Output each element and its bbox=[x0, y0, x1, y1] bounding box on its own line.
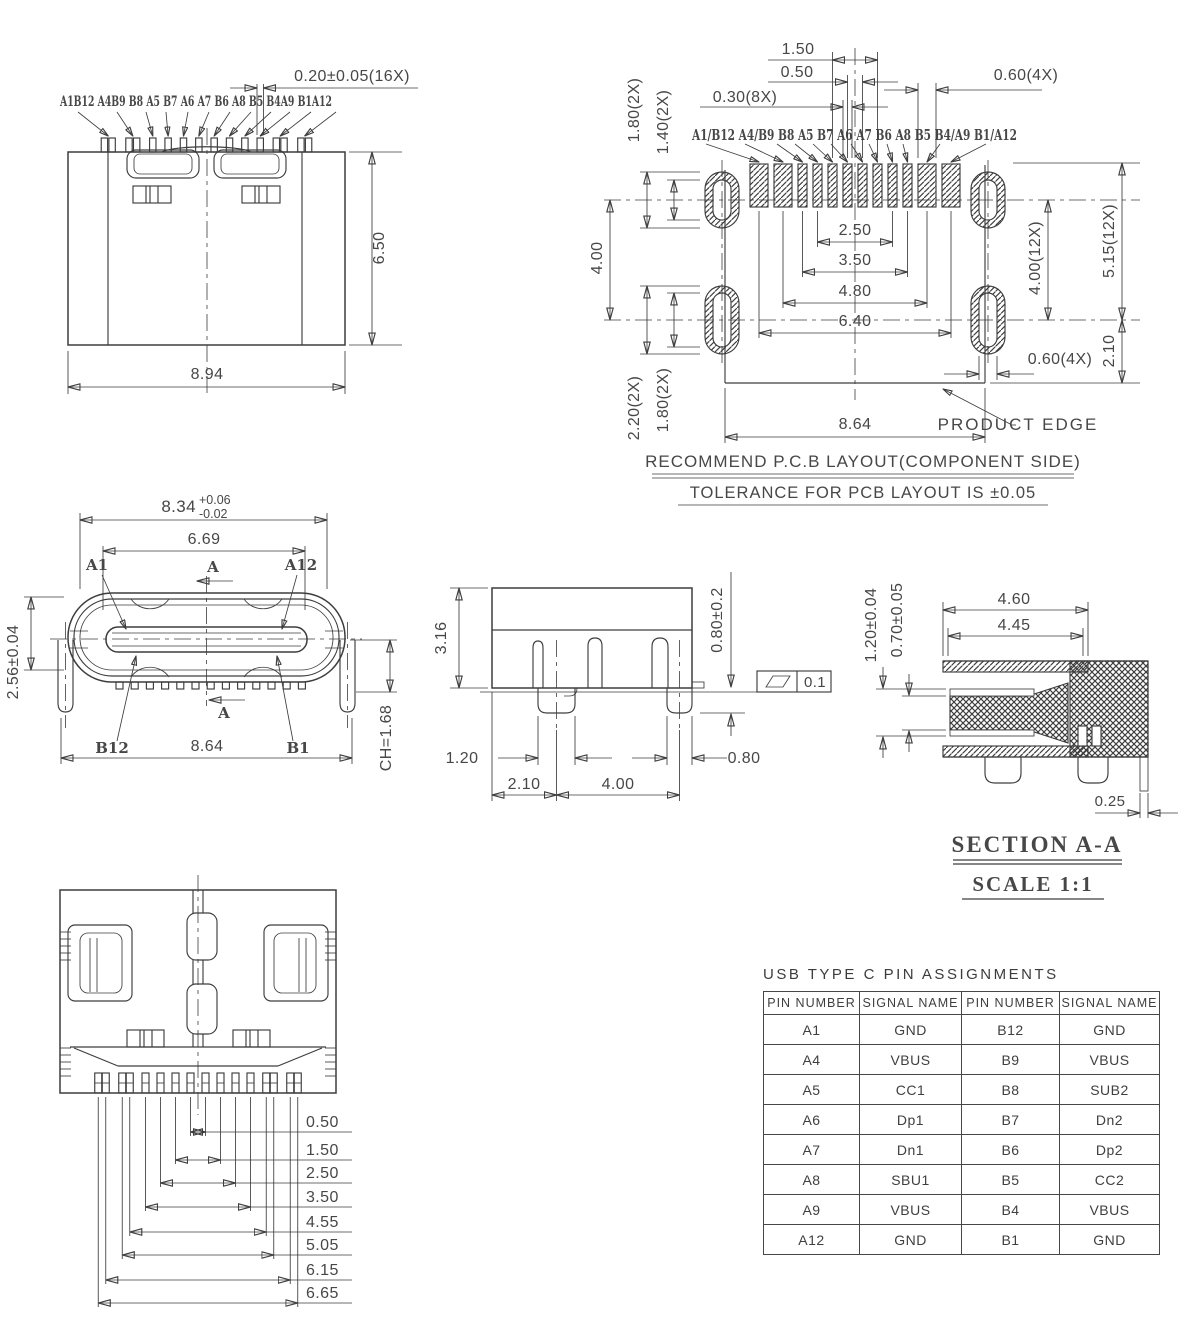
shield-tick bbox=[283, 682, 290, 689]
solder-pad bbox=[828, 164, 837, 207]
pad-leader bbox=[903, 144, 908, 162]
table-row: A9 VBUS B4 VBUS bbox=[764, 1195, 1160, 1225]
label-b1: B1 bbox=[286, 739, 310, 757]
top-view bbox=[59, 68, 418, 395]
pad-leader bbox=[831, 144, 848, 162]
svg-text:8.94: 8.94 bbox=[190, 366, 224, 383]
svg-text:5.05: 5.05 bbox=[306, 1237, 339, 1254]
pcb-layout-view bbox=[589, 41, 1140, 505]
pad-leader bbox=[851, 144, 863, 162]
contact-pin bbox=[305, 138, 311, 152]
svg-text:0.80: 0.80 bbox=[727, 750, 761, 767]
pcb-pin-labels: A1/B12 A4/B9 B8 A5 B7 A6 A7 B6 A8 B5 B4/A9 B1/A12 bbox=[691, 127, 1017, 144]
dim-body-height bbox=[349, 152, 402, 345]
dim-hole-bottom bbox=[626, 286, 700, 440]
section-leg-left bbox=[985, 757, 1021, 783]
svg-text:0.70±0.05: 0.70±0.05 bbox=[889, 582, 906, 658]
svg-text:2.50: 2.50 bbox=[838, 222, 872, 239]
dim-pad-width bbox=[700, 89, 888, 158]
pin-leader bbox=[146, 112, 153, 136]
svg-text:3.50: 3.50 bbox=[306, 1189, 339, 1206]
svg-text:0.25: 0.25 bbox=[1094, 793, 1126, 810]
svg-text:2.20(2X): 2.20(2X) bbox=[626, 375, 643, 441]
dim-tongue-thickness bbox=[863, 583, 946, 758]
label-b12: B12 bbox=[95, 739, 129, 757]
solder-pad bbox=[774, 164, 792, 207]
svg-text:4.00(12X): 4.00(12X) bbox=[1027, 221, 1044, 295]
solder-pad bbox=[903, 164, 912, 207]
solder-pad bbox=[942, 164, 960, 207]
shield-tick bbox=[207, 682, 214, 689]
contact-bottom bbox=[950, 730, 1034, 736]
dim-hole-top bbox=[626, 78, 700, 228]
svg-text:8.64: 8.64 bbox=[190, 738, 224, 755]
dim-wide-pad-width bbox=[884, 67, 1058, 158]
section-scale: SCALE 1:1 bbox=[972, 872, 1094, 896]
shield-tick bbox=[268, 682, 275, 689]
shield-tick bbox=[222, 682, 229, 689]
dim-depths bbox=[943, 591, 1088, 656]
table-row: A5 CC1 B8 SUB2 bbox=[764, 1075, 1160, 1105]
svg-text:0.20±0.05(16X): 0.20±0.05(16X) bbox=[294, 68, 410, 85]
table-row: A8 SBU1 B5 CC2 bbox=[764, 1165, 1160, 1195]
contact-pin bbox=[298, 138, 304, 152]
svg-text:1.20: 1.20 bbox=[445, 750, 479, 767]
section-title: SECTION A-A bbox=[951, 832, 1123, 857]
pad-leader bbox=[887, 144, 893, 162]
solder-pad bbox=[873, 164, 882, 207]
dim-opening-width bbox=[103, 531, 305, 610]
shield-tick bbox=[192, 682, 199, 689]
svg-text:2.10: 2.10 bbox=[507, 776, 541, 793]
pin-table-title: USB TYPE C PIN ASSIGNMENTS bbox=[763, 966, 1059, 983]
shell-top-plate bbox=[943, 661, 1088, 672]
top-view-pin-labels: A1B12 A4B9 B8 A5 B7 A6 A7 B6 A8 B5 B4A9 B1A12 bbox=[59, 94, 333, 110]
pin-leader bbox=[230, 112, 251, 136]
pin-leader bbox=[245, 112, 271, 136]
table-row: A12 GND B1 GND bbox=[764, 1225, 1160, 1255]
svg-text:0.50: 0.50 bbox=[306, 1114, 339, 1131]
product-edge-callout bbox=[938, 389, 1099, 434]
label-a-bottom: A bbox=[218, 704, 230, 722]
front-view bbox=[5, 493, 397, 771]
section-leg-right bbox=[1078, 757, 1108, 783]
svg-text:8.34: 8.34 bbox=[161, 497, 196, 516]
flatness-callout bbox=[757, 671, 831, 692]
pad-leader bbox=[927, 144, 940, 162]
pcb-tolerance-note: TOLERANCE FOR PCB LAYOUT IS ±0.05 bbox=[689, 484, 1037, 502]
solder-pad bbox=[888, 164, 897, 207]
solder-pad bbox=[843, 164, 852, 207]
svg-text:0.60(4X): 0.60(4X) bbox=[1027, 351, 1093, 368]
svg-text:4.00: 4.00 bbox=[589, 241, 606, 275]
solder-pad bbox=[798, 164, 807, 207]
dim-body-width bbox=[68, 351, 345, 394]
table-row: A1 GND B12 GND bbox=[764, 1015, 1160, 1045]
pin-leader bbox=[199, 112, 209, 136]
pin-table bbox=[763, 991, 1160, 1255]
solder-pad bbox=[858, 164, 867, 207]
table-row: A6 Dp1 B7 Dn2 bbox=[764, 1105, 1160, 1135]
svg-text:6.65: 6.65 bbox=[306, 1285, 339, 1302]
solder-pad bbox=[918, 164, 936, 207]
col-header: SIGNAL NAME bbox=[1060, 992, 1160, 1015]
dim-standoff bbox=[700, 572, 745, 736]
svg-text:4.45: 4.45 bbox=[997, 617, 1031, 634]
emc-pad-right bbox=[264, 925, 328, 1001]
pin-leader bbox=[166, 112, 168, 136]
svg-text:0.80±0.2: 0.80±0.2 bbox=[709, 587, 726, 653]
solder-pad bbox=[813, 164, 822, 207]
svg-text:1.50: 1.50 bbox=[781, 41, 815, 58]
svg-text:5.15(12X): 5.15(12X) bbox=[1101, 204, 1118, 278]
svg-text:6.40: 6.40 bbox=[838, 313, 872, 330]
shield-tick bbox=[131, 682, 138, 689]
pin-leader bbox=[305, 112, 336, 136]
pin-leader bbox=[260, 112, 290, 136]
shield-tick bbox=[238, 682, 245, 689]
col-header: PIN NUMBER bbox=[962, 992, 1060, 1015]
label-a-top: A bbox=[207, 558, 219, 576]
dim-side-height bbox=[433, 588, 488, 688]
svg-text:3.50: 3.50 bbox=[838, 252, 872, 269]
svg-text:8.64: 8.64 bbox=[838, 416, 872, 433]
shield-tick bbox=[298, 682, 305, 689]
solder-tail bbox=[692, 682, 704, 688]
svg-text:0.50: 0.50 bbox=[780, 64, 814, 81]
shield-tick bbox=[253, 682, 260, 689]
side-view bbox=[433, 572, 831, 801]
contact-pin bbox=[101, 138, 107, 152]
svg-text:0.60(4X): 0.60(4X) bbox=[993, 67, 1059, 84]
svg-text:6.50: 6.50 bbox=[371, 231, 388, 265]
contact-pin bbox=[211, 138, 217, 152]
svg-text:6.15: 6.15 bbox=[306, 1262, 339, 1279]
section-tail bbox=[1140, 757, 1148, 791]
svg-text:0.30(8X): 0.30(8X) bbox=[712, 89, 778, 106]
dim-pad-to-hole bbox=[1027, 163, 1122, 383]
col-header: SIGNAL NAME bbox=[860, 992, 962, 1015]
svg-text:1.50: 1.50 bbox=[306, 1142, 339, 1159]
label-a1: A1 bbox=[85, 556, 109, 574]
label-a12: A12 bbox=[284, 556, 318, 574]
svg-text:1.80(2X): 1.80(2X) bbox=[626, 77, 643, 143]
dim-hole-span bbox=[589, 200, 610, 320]
pad-leader bbox=[951, 144, 986, 162]
bottom-view bbox=[60, 875, 352, 1307]
dim-leg-pitch bbox=[492, 692, 680, 801]
svg-text:1.80(2X): 1.80(2X) bbox=[655, 367, 672, 433]
solder-pad bbox=[750, 164, 768, 207]
svg-text:2.10: 2.10 bbox=[1101, 334, 1118, 368]
contact-pin bbox=[281, 138, 287, 152]
pin-leader bbox=[214, 112, 230, 136]
svg-text:4.80: 4.80 bbox=[838, 283, 872, 300]
pad-leader bbox=[813, 144, 833, 162]
col-header: PIN NUMBER bbox=[764, 992, 860, 1015]
shield-tick bbox=[116, 682, 123, 689]
pcb-pad-leaders bbox=[706, 144, 986, 162]
shield-tick bbox=[177, 682, 184, 689]
svg-text:1.20±0.04: 1.20±0.04 bbox=[863, 587, 880, 663]
contact-top bbox=[950, 689, 1034, 696]
svg-text:-0.02: -0.02 bbox=[199, 507, 228, 521]
dim-slot-width bbox=[944, 351, 1092, 380]
top-view-pins bbox=[101, 138, 312, 152]
connector-body bbox=[68, 152, 345, 345]
dim-tail-width bbox=[1095, 793, 1178, 818]
emc-pad-left bbox=[68, 925, 132, 1001]
front-view-contact-ticks bbox=[116, 682, 305, 689]
dim-shell-height bbox=[5, 597, 64, 699]
pin-leader bbox=[280, 112, 311, 136]
pin-leader bbox=[78, 112, 108, 136]
svg-text:4.60: 4.60 bbox=[997, 591, 1031, 608]
svg-text:+0.06: +0.06 bbox=[199, 493, 231, 507]
contact-pin bbox=[126, 138, 132, 152]
contact-pin bbox=[196, 138, 202, 152]
pin-leader bbox=[183, 112, 188, 136]
pin-leader bbox=[117, 112, 133, 136]
svg-text:1.40(2X): 1.40(2X) bbox=[655, 89, 672, 155]
shell-bottom-plate bbox=[943, 746, 1088, 757]
svg-text:6.69: 6.69 bbox=[187, 531, 221, 548]
dim-chamfer bbox=[350, 640, 397, 771]
shield-tick bbox=[162, 682, 169, 689]
svg-text:0.1: 0.1 bbox=[804, 674, 827, 691]
svg-text:2.50: 2.50 bbox=[306, 1165, 339, 1182]
pcb-heading: RECOMMEND P.C.B LAYOUT(COMPONENT SIDE) bbox=[645, 452, 1081, 471]
shield-tick bbox=[146, 682, 153, 689]
dim-leg-widths bbox=[446, 716, 761, 767]
table-row: A7 Dn1 B6 Dp2 bbox=[764, 1135, 1160, 1165]
svg-text:4.00: 4.00 bbox=[601, 776, 635, 793]
svg-text:2.56±0.04: 2.56±0.04 bbox=[5, 624, 22, 700]
svg-text:4.55: 4.55 bbox=[306, 1214, 339, 1231]
pad-leader bbox=[869, 144, 878, 162]
svg-text:CH=1.68: CH=1.68 bbox=[378, 704, 395, 772]
svg-text:PRODUCT EDGE: PRODUCT EDGE bbox=[937, 415, 1099, 434]
pin-table-header-row bbox=[764, 992, 1160, 1015]
center-key-tabs bbox=[187, 890, 217, 1047]
contact-pin bbox=[109, 138, 115, 152]
table-row: A4 VBUS B9 VBUS bbox=[764, 1045, 1160, 1075]
shell-outline bbox=[68, 593, 345, 682]
section-view bbox=[863, 583, 1178, 899]
svg-text:3.16: 3.16 bbox=[433, 621, 450, 655]
